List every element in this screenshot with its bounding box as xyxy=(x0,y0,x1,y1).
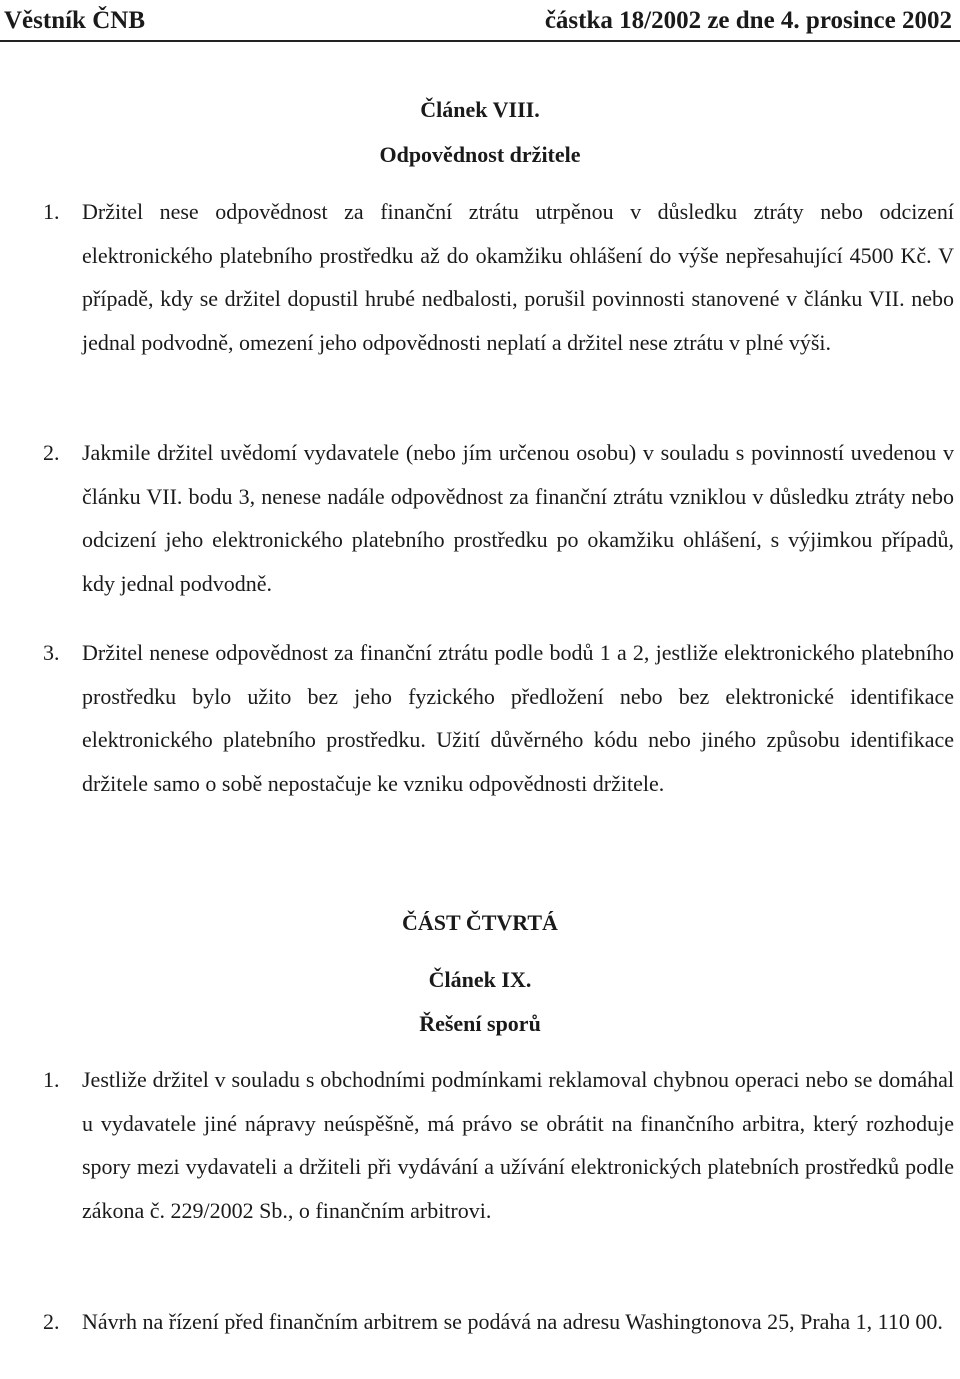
paragraph-text: Držitel nenese odpovědnost za finanční ztrátu podle bodů 1 a 2, jestliže elektronického platebního prostředku bylo užito bez jeho fyzického předložení nebo bez elektronické identifikace elektronického platebního prostředku. Užití důvěrného kódu nebo jiného způsobu identifikace držitele samo o sobě nepostačuje ke vzniku odpovědnosti držitele. xyxy=(82,640,954,796)
page-header xyxy=(4,6,952,36)
article-viii-paragraph-3 xyxy=(0,631,960,805)
article-ix-number: Článek IX. xyxy=(428,967,532,992)
paragraph-number: 2. xyxy=(43,440,60,465)
paragraph-text: Držitel nese odpovědnost za finanční ztrátu utrpěnou v důsledku ztráty nebo odcizení elektronického platebního prostředku až do okamžiku ohlášení do výše nepřesahující 4500 Kč. V případě, kdy se držitel dopustil hrubé nedbalosti, porušil povinnosti stanovené v článku VII. nebo jednal podvodně, omezení jeho odpovědnosti neplatí a držitel nese ztrátu v plné výši. xyxy=(82,199,954,355)
paragraph-number: 3. xyxy=(43,640,60,665)
paragraph-number: 1. xyxy=(43,1067,60,1092)
article-viii-paragraph-2 xyxy=(0,431,960,605)
article-ix-paragraph-1 xyxy=(0,1058,960,1232)
header-divider xyxy=(0,40,960,42)
paragraph-text: Jakmile držitel uvědomí vydavatele (nebo jím určenou osobu) v souladu s povinností uvedenou v článku VII. bodu 3, nenese nadále odpovědnost za finanční ztrátu vzniklou v důsledku ztráty nebo odcizení jeho elektronického platebního prostředku po okamžiku ohlášení, s výjimkou případů, kdy jednal podvodně. xyxy=(82,440,954,596)
paragraph-number: 2. xyxy=(43,1309,60,1334)
article-ix-title: Řešení sporů xyxy=(419,1011,541,1036)
journal-title: Věstník ČNB xyxy=(4,7,145,34)
article-viii-number: Článek VIII. xyxy=(420,97,540,122)
part-title: ČÁST ČTVRTÁ xyxy=(402,910,558,935)
paragraph-text: Jestliže držitel v souladu s obchodními podmínkami reklamoval chybnou operaci nebo se domáhal u vydavatele jiné nápravy neúspěšně, má právo se obrátit na finančního arbitra, který rozhoduje spory mezi vydavateli a držiteli při vydávání a užívání elektronických platebních prostředků podle zákona č. 229/2002 Sb., o finančním arbitrovi. xyxy=(82,1067,954,1223)
paragraph-text: Návrh na řízení před finančním arbitrem se podává na adresu Washingtonova 25, Praha 1, 110 00. xyxy=(82,1309,943,1334)
article-viii-paragraph-1 xyxy=(0,190,960,364)
paragraph-number: 1. xyxy=(43,199,60,224)
article-viii-title: Odpovědnost držitele xyxy=(379,142,581,167)
issue-info: částka 18/2002 ze dne 4. prosince 2002 xyxy=(544,7,952,34)
article-ix-paragraph-2 xyxy=(0,1300,960,1344)
